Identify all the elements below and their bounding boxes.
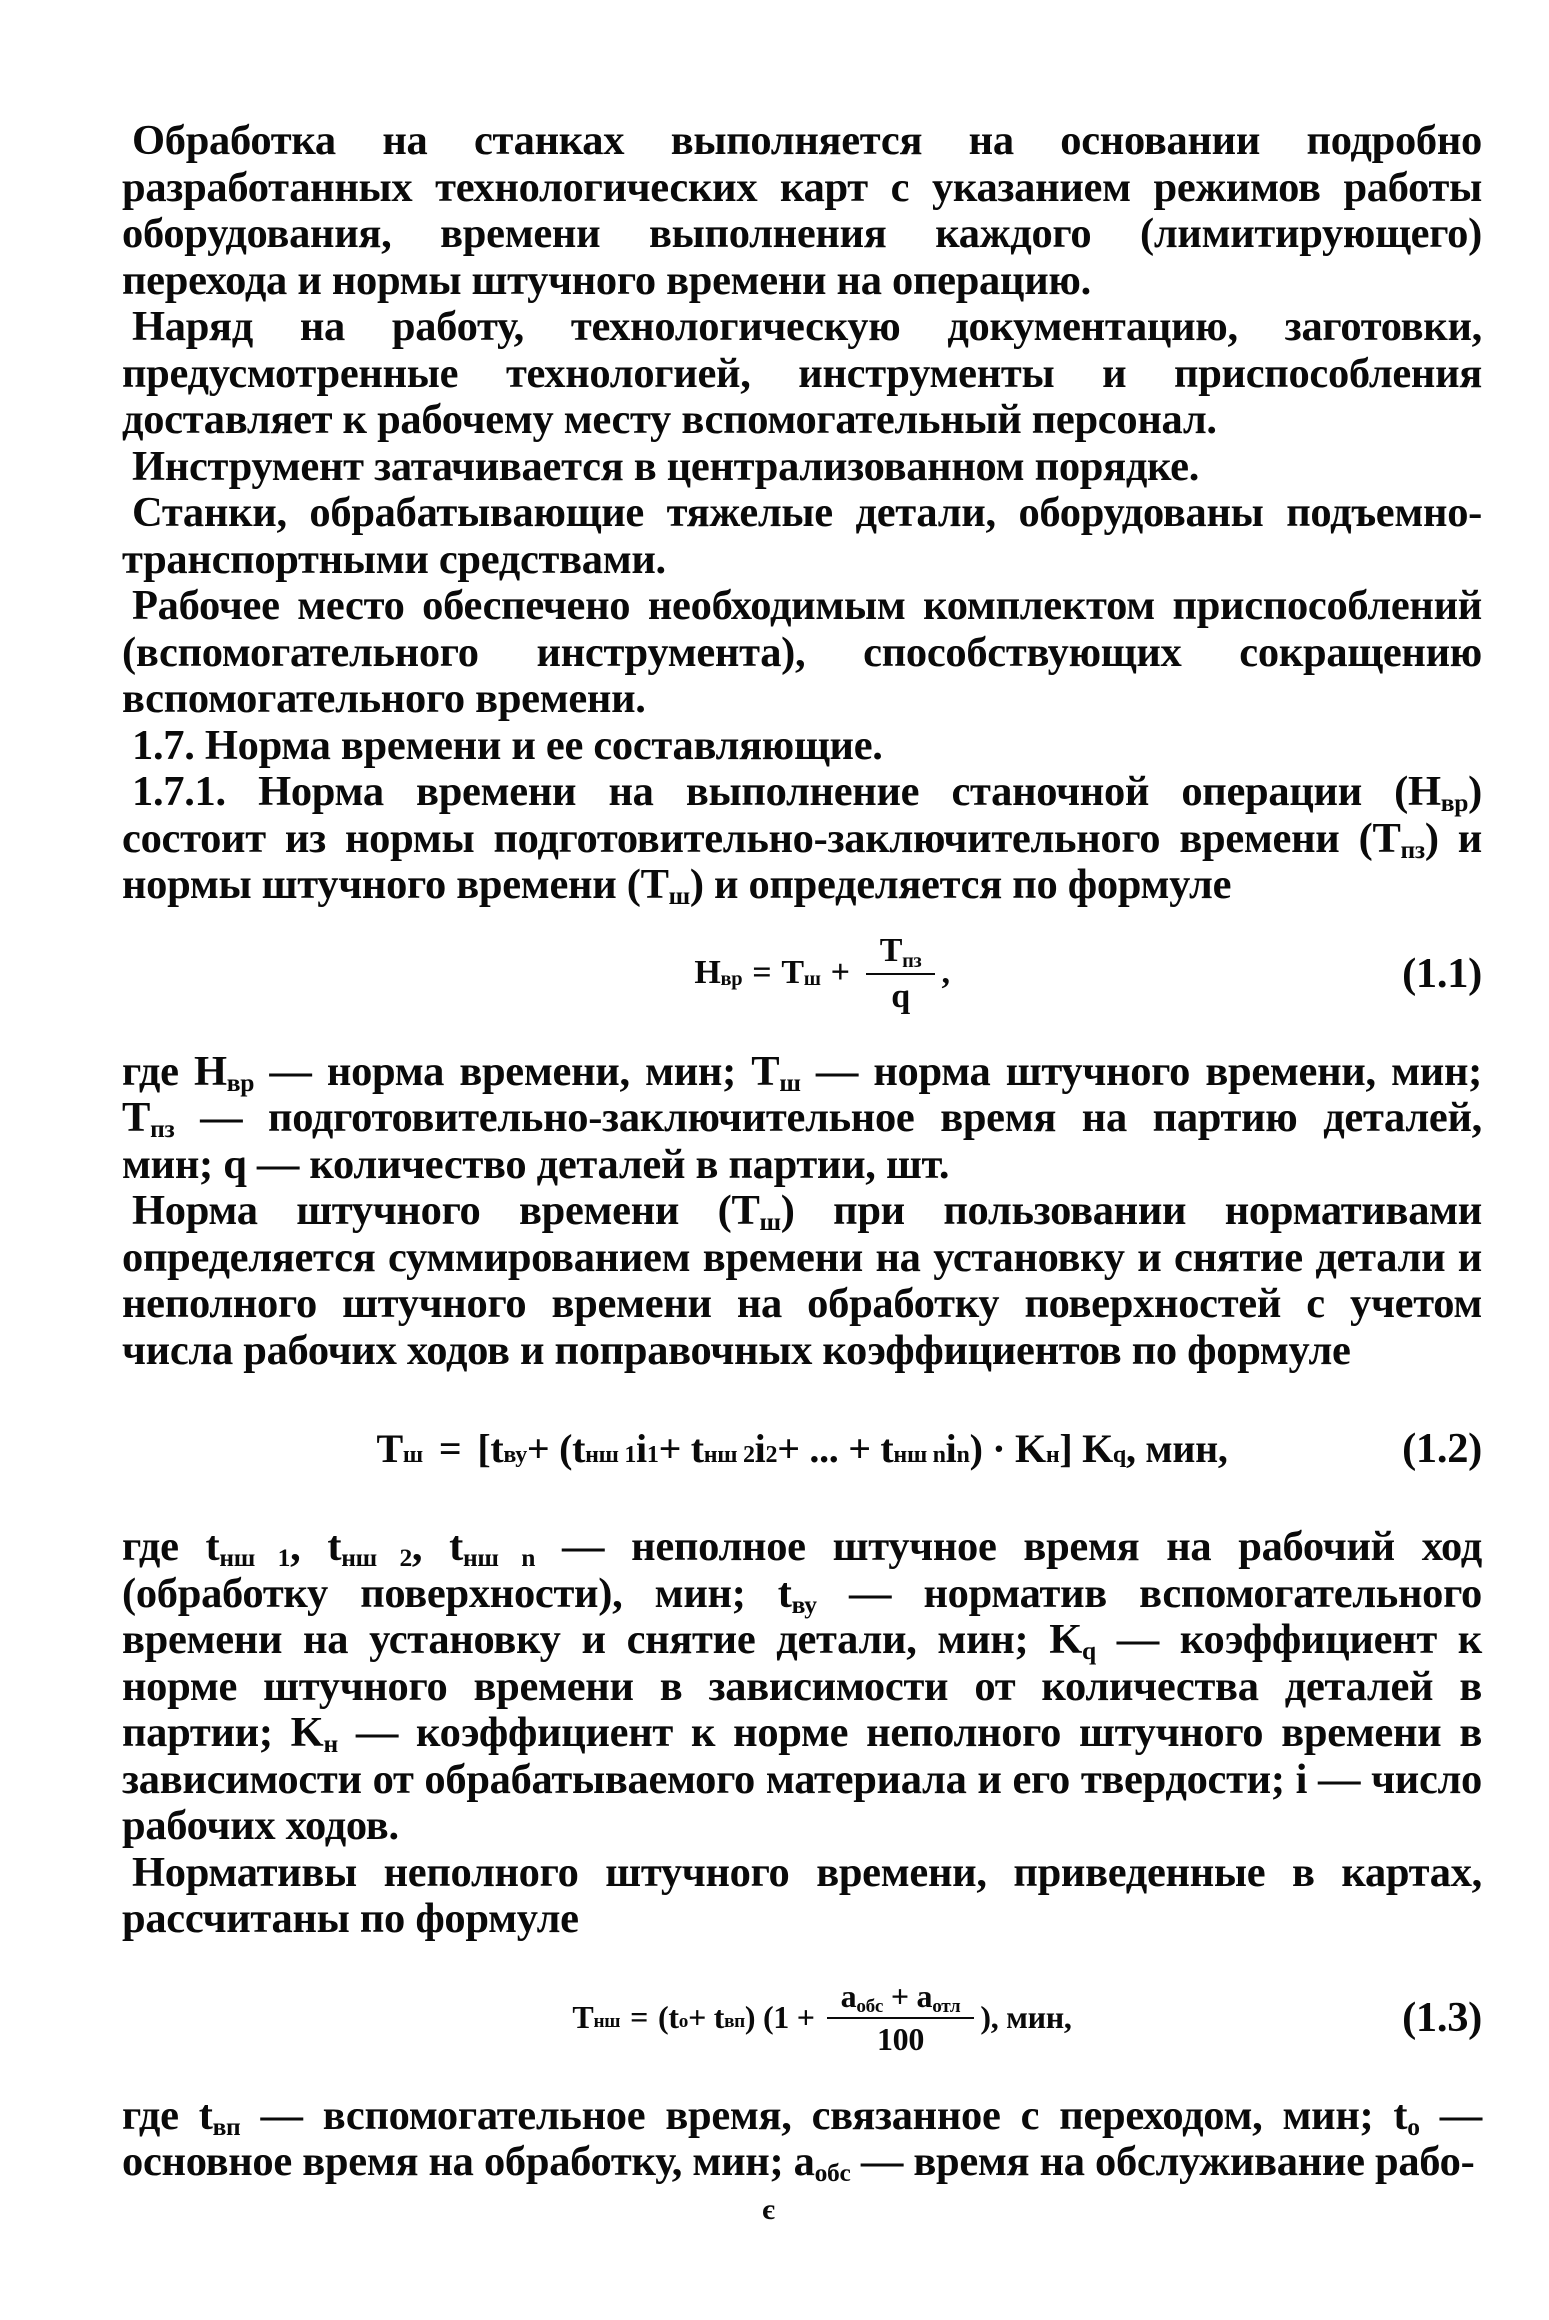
- section-heading: 1.7. Норма времени и ее составляющие.: [132, 721, 883, 769]
- page-number-mark: є: [762, 2193, 775, 2226]
- equation-1-2: [122, 1374, 1482, 1524]
- equation-1-3: [122, 1943, 1482, 2093]
- paragraph-1-7-1: 1.7.1. Норма времени на выполнение станочной операции $(Н_{вр})$ состоит из нормы подготовительно-заключительного времени $(Т_{пз})$ и нормы штучного времени $(Т_ш)$ и определяется по формуле: [122, 768, 1482, 911]
- fraction-aobs-aotl-100: $\frac{a_{обс} + a_{отл}}{100}$: [827, 1978, 975, 2058]
- paragraph-where-2: где $t_{нш 1}$, $t_{нш 2}$, $t_{нш n}$ — неполное штучное время на рабочий ход (обработку поверхности), мин; $t_{ву}$ — норматив вспомогательного времени на установку и снятие детали, мин; $K_q$ — коэффициент к норме штучного времени в зависимости от количества деталей в партии; $K_н$ — коэффициент к норме неполного штучного времени в зависимости от обрабатываемого материала и его твердости; i — число рабочих ходов.: [122, 1523, 1483, 1849]
- equation-number-1-2: (1.2): [1402, 1424, 1482, 1472]
- paragraph-lifting-equipment: Станки, обрабатывающие тяжелые детали, оборудованы подъемно-транспортными средствами.: [122, 489, 1482, 583]
- paragraph-tool-sharpening: Инструмент затачивается в централизованном порядке.: [132, 442, 1200, 490]
- formula-1-1: Н $_{вр}$ = Т $_ш$ + $\frac{Т_{пз}}{q}$ ,: [694, 932, 950, 1015]
- paragraph-piece-norm: Норма штучного времени $(Т_ш)$ при пользовании нормативами определяется суммированием времени на установку и снятие детали и неполного штучного времени на обработку поверхностей с учетом числа рабочих ходов и поправочных коэффициентов по формуле: [122, 1187, 1482, 1374]
- paragraph-workplace: Рабочее место обеспечено необходимым комплектом приспособлений (вспомогательного инструмента), способствующих сокращению вспомогательного времени.: [122, 582, 1482, 722]
- equation-number-1-1: (1.1): [1402, 949, 1482, 997]
- paragraph-normatives: Нормативы неполного штучного времени, приведенные в картах, рассчитаны по формуле: [122, 1848, 1482, 1942]
- formula-1-2: Т $_ш$ = [t $_{ву}$ + (t $_{нш 1}$ i $_1$ + t $_{нш 2}$ i $_2$ + ... + t $_{нш n}$ i $_n$ ) · K $_н$ ] K $_q$ , мин,: [376, 1425, 1228, 1471]
- fraction-tpz-q: $\frac{Т_{пз}}{q}$: [866, 931, 936, 1015]
- paragraph-where-1: где $Н_{вр}$ — норма времени, мин; $Т_ш$ — норма штучного времени, мин; $Т_{пз}$ — подготовительно-заключительное время на партию деталей, мин; q — количество деталей в партии, шт.: [122, 1047, 1482, 1188]
- page-body: [122, 118, 1482, 2186]
- paragraph-processing: Обработка на станках выполняется на основании подробно разработанных технологических карт с указанием режимов работы оборудования, времени выполнения каждого (лимитирующего) перехода и нормы штучного времени на операцию.: [122, 117, 1482, 304]
- paragraph-work-order: Наряд на работу, технологическую документацию, заготовки, предусмотренные технологией, инструменты и приспособления доставляет к рабочему месту вспомогательный персонал.: [122, 303, 1482, 443]
- equation-1-1: [122, 909, 1482, 1039]
- paragraph-where-3: где $t_{вп}$ — вспомогательное время, связанное с переходом, мин; $t_о$ — основное время на обработку, мин; $a_{обс}$ — время на обслуживание рабо-: [122, 2091, 1482, 2188]
- equation-number-1-3: (1.3): [1402, 1993, 1482, 2041]
- formula-1-3: Т $_{нш}$ = (t $_о$ + t $_{вп}$ ) (1 + $\frac{a_{обс} + a_{отл}}{100}$ ), мин,: [572, 1977, 1072, 2057]
